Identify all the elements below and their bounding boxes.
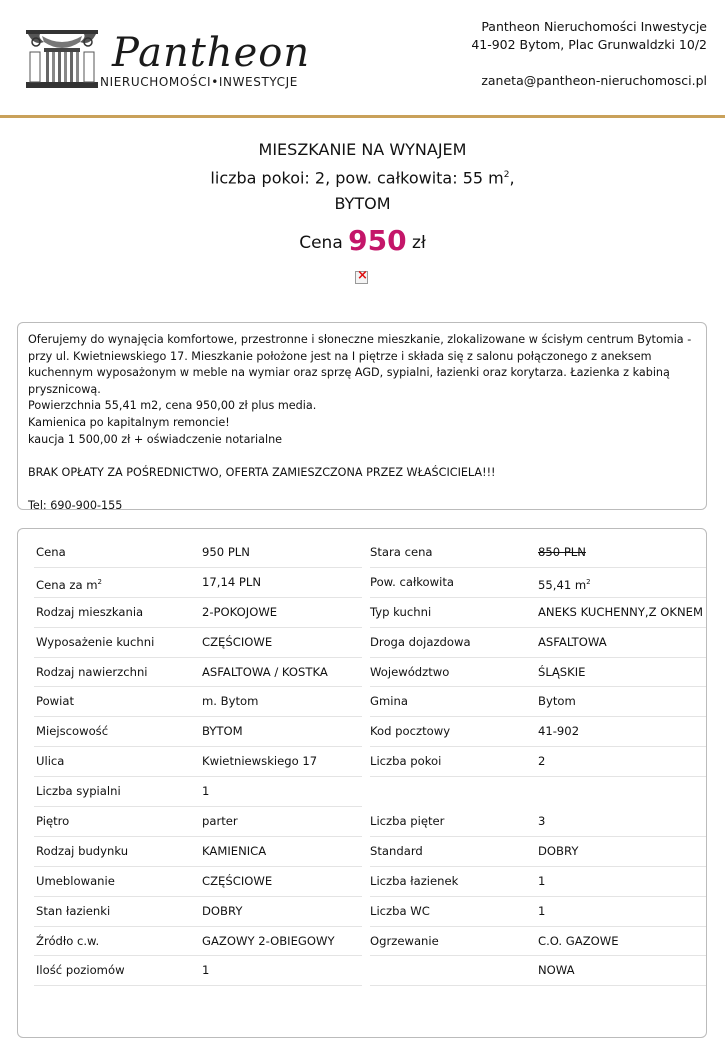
listing-title-block [0, 138, 725, 259]
table-row [34, 568, 708, 598]
description-phone: Tel: 690-900-155 [28, 498, 123, 512]
param-value: CZĘŚCIOWE [202, 634, 273, 649]
param-label: Ilość poziomów [36, 963, 125, 978]
param-label: Cena za $m^2$ [36, 577, 103, 592]
param-value: 850 PLN [538, 545, 586, 559]
param-label: Cena [36, 545, 66, 559]
param-label: Powiat [36, 694, 75, 709]
param-label: Źródło c.w. [36, 933, 100, 948]
logo-name: Pantheon [112, 30, 311, 76]
param-value: DOBRY [538, 843, 579, 858]
param-value: 1 [538, 873, 546, 888]
param-value: 41-902 [538, 724, 580, 739]
table-row [34, 897, 708, 927]
table-row [34, 867, 708, 897]
param-label: Rodzaj mieszkania [36, 604, 144, 619]
logo-subtitle: NIERUCHOMOŚCI•INWESTYCJE [100, 75, 298, 89]
param-value: ASFALTOWA / KOSTKA [202, 664, 328, 679]
param-label: Piętro [36, 814, 70, 829]
param-value: parter [202, 814, 238, 829]
param-label: Miejscowość [36, 724, 109, 739]
table-row [34, 837, 708, 867]
column-capital-icon [24, 28, 100, 90]
listing-title: MIESZKANIE NA WYNAJEM [258, 140, 467, 159]
table-row [34, 927, 708, 957]
price-label: Cena [299, 233, 343, 254]
param-label: Liczba łazienek [370, 873, 459, 888]
param-value: DOBRY [202, 903, 243, 918]
param-label: Rodzaj nawierzchni [36, 664, 148, 679]
param-label: Umeblowanie [36, 873, 115, 888]
param-label: Kod pocztowy [370, 724, 451, 739]
param-label: Liczba pokoi [370, 754, 442, 769]
table-row [34, 747, 708, 777]
price-value: 950 [348, 224, 407, 258]
param-label: Liczba pięter [370, 814, 445, 829]
listing-city: BYTOM [334, 194, 391, 214]
table-row [34, 538, 708, 568]
param-value: ŚLĄSKIE [538, 664, 586, 679]
param-value: 1 [202, 963, 210, 978]
param-value: ASFALTOWA [538, 634, 607, 649]
table-row [34, 807, 708, 837]
param-label: Ogrzewanie [370, 933, 439, 948]
param-label: Ulica [36, 754, 65, 769]
param-label: Gmina [370, 694, 408, 709]
param-value: Kwietniewskiego 17 [202, 754, 318, 769]
param-value: Bytom [538, 694, 576, 709]
description-line: Powierzchnia 55,41 m2, cena 950,00 zł plus media. [28, 399, 317, 413]
broken-image-icon[interactable] [355, 271, 368, 284]
param-value: 2 [538, 754, 546, 769]
param-value: BYTOM [202, 724, 243, 739]
table-row [34, 777, 708, 807]
price-currency: zł [412, 233, 426, 254]
param-value: NOWA [538, 963, 575, 978]
param-value: m. Bytom [202, 694, 259, 709]
listing-subtitle: liczba pokoi: 2, pow. całkowita: 55 $m^2$, [210, 168, 515, 188]
company-email[interactable]: zaneta@pantheon-nieruchomosci.pl [481, 73, 707, 88]
param-label: Standard [370, 843, 423, 858]
param-label: Stan łazienki [36, 903, 111, 918]
table-row [34, 956, 708, 986]
param-label: Województwo [370, 664, 450, 679]
table-row [34, 598, 708, 628]
description-line: Kamienica po kapitalnym remoncie! [28, 415, 230, 429]
page-header [0, 0, 725, 116]
param-value: 1 [538, 903, 546, 918]
param-label: Pow. całkowita [370, 574, 454, 589]
param-value: C.O. GAZOWE [538, 933, 619, 948]
description-box [17, 322, 707, 510]
table-row [34, 628, 708, 658]
param-value: 55,41 $m^2$ [538, 577, 591, 592]
param-value: 3 [538, 814, 546, 829]
description-line: BRAK OPŁATY ZA POŚREDNICTWO, OFERTA ZAMIESZCZONA PRZEZ WŁAŚCICIELA!!! [28, 465, 496, 479]
param-label: Wyposażenie kuchni [36, 634, 155, 649]
param-label: Liczba sypialni [36, 784, 121, 799]
company-info [471, 18, 707, 90]
param-label: Liczba WC [370, 903, 430, 918]
header-divider [0, 115, 725, 118]
listing-price [0, 225, 725, 259]
param-value: ANEKS KUCHENNY,Z OKNEM [538, 604, 703, 619]
company-address: 41-902 Bytom, Plac Grunwaldzki 10/2 [471, 37, 707, 52]
company-logo [24, 28, 311, 94]
param-value: CZĘŚCIOWE [202, 873, 273, 888]
param-value: 17,14 PLN [202, 574, 261, 589]
table-row [34, 717, 708, 747]
table-row [34, 687, 708, 717]
param-label: Rodzaj budynku [36, 843, 129, 858]
company-name: Pantheon Nieruchomości Inwestycje [481, 19, 707, 34]
description-paragraph: Oferujemy do wynajęcia komfortowe, przestronne i słoneczne mieszkanie, zlokalizowane w ścisłym centrum Bytomia - przy ul. Kwietniewskiego 17. Mieszkanie położone jest na I piętrze i składa się z salonu połączonego z aneksem kuchennym wyposażonym w meble na wymiar oraz sprzę AGD, sypialni, łazienki oraz korytarza. Łazienka z kabiną prysznicową. [28, 333, 692, 396]
description-line: kaucja 1 500,00 zł + oświadczenie notarialne [28, 432, 283, 446]
param-value: KAMIENICA [202, 843, 267, 858]
table-row [34, 658, 708, 688]
param-label: Typ kuchni [370, 604, 432, 619]
parameters-box [17, 528, 707, 1038]
param-value: 1 [202, 784, 210, 799]
param-label: Stara cena [370, 545, 433, 559]
parameters-table [34, 538, 708, 986]
param-value: 950 PLN [202, 545, 250, 559]
param-value: GAZOWY 2-OBIEGOWY [202, 933, 335, 948]
param-label: Droga dojazdowa [370, 634, 471, 649]
param-value: 2-POKOJOWE [202, 604, 278, 619]
